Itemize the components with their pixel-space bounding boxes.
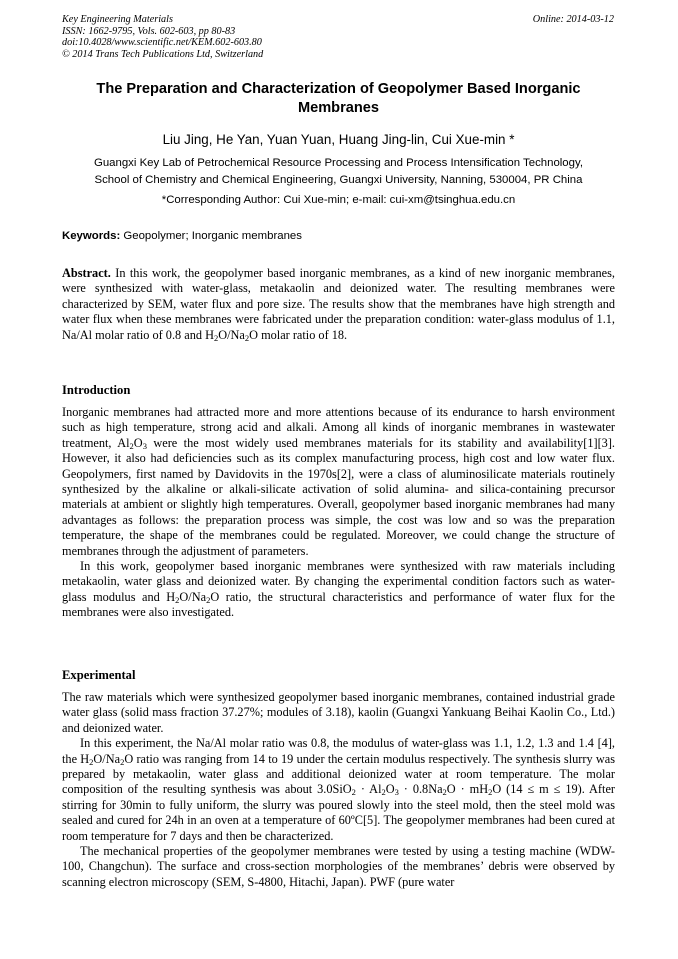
exp-text: In this experiment, the Na/Al molar ratio was 0.8, the modulus of water-glass was 1.1, 1.2, 1.3 and 1.4 [4], the H — [62, 736, 615, 766]
journal-name: Key Engineering Materials — [62, 14, 173, 25]
exp-text: O ratio was ranging from 14 to 19 under the certain modulus respectively. The synthesis slurry was prepared by metakaolin, water glass and additional deionized water at room temperature. The molar composition of the resulting synthesis was about 3.0SiO — [62, 751, 615, 797]
intro-text: O ratio, the structural characteristics and performance of water flux for the membranes were also investigated. — [62, 589, 615, 620]
section-heading-introduction: Introduction — [62, 383, 131, 397]
keywords-text: Geopolymer; Inorganic membranes — [120, 230, 302, 242]
intro-paragraph-2 — [62, 559, 615, 621]
journal-header — [62, 14, 263, 60]
intro-text: In this work, geopolymer based inorganic membranes were synthesized with raw materials including metakaolin, water glass and deionized water. By changing the experimental condition factors such as water-glass modulus and H — [62, 559, 615, 604]
subscript: 2 — [206, 594, 211, 605]
exp-paragraph-3: The mechanical properties of the geopolymer membranes were tested by using a testing machine (WDW-100, Changchun). The surface and cross-section morphologies of the membranes’ debris were observed by scanning electron microscopy (SEM, S-4800, Hitachi, Japan). PWF (pure water — [62, 844, 615, 889]
section-heading-experimental: Experimental — [62, 668, 136, 682]
intro-text: were the most widely used membranes materials for its stability and availability[1][3]. However, it also had deficiencies such as its complex manufacturing process, high cost and low water flux. Geopolymers, first named by Davidovits in the 1970s[2], were a class of aluminosilicate materials routinely synthesized by the alkaline or alkali-silicate activation of solid alumina- and silica-containing precursor materials at ambient or slightly high temperatures. Overall, geopolymer based inorganic membranes had many advantages as follows: the preparation process was simple, the cost was low and so was the preparation temperature, the shape of the membranes could be regulated. Moreover, we could change the structure of membranes through the adjustment of parameters. — [62, 435, 615, 558]
copyright-line: © 2014 Trans Tech Publications Ltd, Switzerland — [62, 48, 264, 60]
subscript: 2 — [488, 787, 493, 798]
subscript: 2 — [129, 440, 134, 451]
exp-text: O/Na — [93, 751, 121, 766]
exp-text: O (14 ≤ m ≤ 19). After stirring for 30min to fully uniform, the slurry was poured slowly into the steel mold, then the steel mold was sealed and cured for 24h in an oven at a temperature of 60ºC[5]. The geopolymer membranes had been cured at room temperature for 7 days and then be characterized. — [62, 782, 615, 843]
intro-text: Inorganic membranes had attracted more and more attentions because of its endurance to harsh environment such as high temperature, strong acid and alkali. Among all kinds of inorganic membranes in wastewater treatment, Al — [62, 405, 615, 450]
intro-paragraph-1 — [62, 405, 615, 559]
paper-title: The Preparation and Characterization of Geopolymer Based Inorganic Membranes — [96, 81, 581, 116]
abstract-text: O molar ratio of 18. — [249, 327, 348, 342]
doi-line: doi:10.4028/www.scientific.net/KEM.602-603.80 — [62, 37, 262, 49]
author-list: Liu Jing, He Yan, Yuan Yuan, Huang Jing-lin, Cui Xue-min * — [162, 132, 515, 147]
subscript: 2 — [213, 332, 219, 343]
keywords-label: Keywords: — [62, 230, 121, 242]
affiliation-line-2: School of Chemistry and Chemical Engineering, Guangxi University, Nanning, 530004, PR China — [94, 173, 583, 186]
abstract — [62, 266, 615, 343]
subscript: 2 — [244, 332, 250, 343]
abstract-text: O/Na — [218, 327, 245, 342]
corresponding-author: *Corresponding Author: Cui Xue-min; e-mail: cui-xm@tsinghua.edu.cn — [161, 194, 516, 206]
affiliation-line-1: Guangxi Key Lab of Petrochemical Resource Processing and Process Intensification Technology, — [93, 157, 583, 169]
affiliation — [62, 155, 615, 188]
subscript: 2 — [120, 756, 125, 767]
subscript: 2 — [381, 787, 386, 798]
issn-line: ISSN: 1662-9795, Vols. 602-603, pp 80-83 — [62, 25, 236, 37]
abstract-label: Abstract. — [62, 266, 111, 280]
subscript: 3 — [394, 787, 399, 798]
exp-paragraph-2 — [62, 736, 615, 844]
subscript: 2 — [89, 756, 94, 767]
subscript: 2 — [175, 594, 180, 605]
intro-text: O/Na — [179, 589, 207, 604]
subscript: 2 — [351, 787, 356, 798]
experimental-body — [62, 690, 615, 890]
exp-text: O — [385, 782, 395, 797]
keywords — [62, 229, 615, 244]
introduction-body — [62, 405, 615, 621]
online-date: Online: 2014-03-12 — [532, 14, 614, 25]
exp-text: · Al — [355, 782, 382, 797]
exp-paragraph-1: The raw materials which were synthesized geopolymer based inorganic membranes, contained industrial grade water glass (solid mass fraction 37.27%; modules of 3.18), kaolin (Guangxi Yankuang Beihai Kaolin Co., Ltd.) and deionized water. — [62, 690, 615, 735]
exp-text: · 0.8Na — [398, 782, 443, 797]
intro-text: O — [133, 435, 143, 450]
subscript: 3 — [142, 440, 147, 451]
subscript: 2 — [442, 787, 447, 798]
abstract-text: In this work, the geopolymer based inorganic membranes, as a kind of new inorganic membranes, were synthesized with water-glass, metakaolin and deionized water. The resulting membranes were characterized by SEM, water flux and pore size. The results show that the membranes have high strength and water flux when these membranes were fabricated under the preparation condition: water-glass modulus of 1.1, Na/Al molar ratio of 0.8 and H — [62, 266, 615, 342]
exp-text: O · mH — [446, 782, 489, 797]
